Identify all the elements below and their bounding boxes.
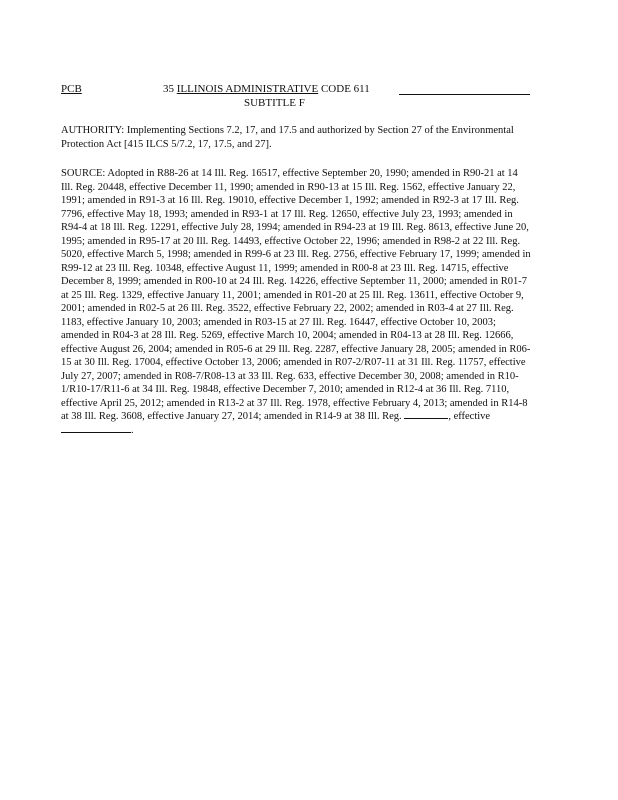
source-paragraph (61, 167, 531, 437)
header-code-title (163, 83, 370, 96)
page-header (61, 83, 535, 98)
source-text: SOURCE: Adopted in R88-26 at 14 Ill. Reg. 16517, effective September 20, 1990; amended in R90-21 at 14 Ill. Reg. 20448, effective December 11, 1990; amended in R90-13 at 15 Ill. Reg. 1562, effective January 22, 1991; amended in R91-3 at 16 Ill. Reg. 19010, effective December 1, 1992; amended in R92-3 at 17 Ill. Reg. 7796, effective May 18, 1993; amended in R93-1 at 17 Ill. Reg. 12650, effective July 23, 1993; amended in R94-4 at 18 Ill. Reg. 12291, effective July 28, 1994; amended in R94-23 at 19 Ill. Reg. 8613, effective June 20, 1995; amended in R95-17 at 20 Ill. Reg. 14493, effective October 22, 1996; amended in R98-2 at 22 Ill. Reg. 5020, effective March 5, 1998; amended in R99-6 at 23 Ill. Reg. 2756, effective February 17, 1999; amended in R99-12 at 23 Ill. Reg. 10348, effective August 11, 1999; amended in R00-8 at 23 Ill. Reg. 14715, effective December 8, 1999; amended in R00-10 at 24 Ill. Reg. 14226, effective September 11, 2000; amended in R01-7 at 25 Ill. Reg. 1329, effective January 11, 2001; amended in R01-20 at 25 Ill. Reg. 13611, effective October 9, 2001; amended in R02-5 at 26 Ill. Reg. 3522, effective February 22, 2002; amended in R03-4 at 27 Ill. Reg. 1183, effective January 10, 2003; amended in R03-15 at 27 Ill. Reg. 16447, effective October 10, 2003; amended in R04-3 at 28 Ill. Reg. 5269, effective March 10, 2004; amended in R04-13 at 28 Ill. Reg. 12666, effective August 26, 2004; amended in R05-6 at 29 Ill. Reg. 2287, effective January 28, 2005; amended in R06-15 at 30 Ill. Reg. 17004, effective October 13, 2006; amended in R07-2/R07-11 at 31 Ill. Reg. 11757, effective July 27, 2007; amended in R08-7/R08-13 at 33 Ill. Reg. 633, effective December 30, 2008; amended in R10-1/R10-17/R11-6 at 34 Ill. Reg. 19848, effective December 7, 2010; amended in R12-4 at 36 Ill. Reg. 7110, effective April 25, 2012; amended in R13-2 at 37 Ill. Reg. 1978, effective February 4, 2013; amended in R14-8 at 38 Ill. Reg. 3608, effective January 27, 2014; amended in R14-9 at 38 Ill. Reg. (61, 168, 531, 422)
blank-effective-date (61, 432, 131, 433)
subtitle: SUBTITLE F (244, 97, 305, 109)
header-blank-line (399, 94, 530, 95)
blank-register-number (404, 418, 448, 419)
code-suffix: CODE 611 (318, 83, 370, 95)
code-underlined: ILLINOIS ADMINISTRATIVE (176, 83, 319, 95)
source-middle: , effective (448, 411, 491, 422)
source-end: . (131, 424, 134, 436)
header-pcb-label: PCB (61, 83, 82, 95)
code-prefix: 35 (163, 83, 177, 95)
authority-paragraph: AUTHORITY: Implementing Sections 7.2, 17, and 17.5 and authorized by Section 27 of the Environmental Protection Act [415 ILCS 5/7.2, 17, 17.5, and 27]. (61, 125, 514, 150)
